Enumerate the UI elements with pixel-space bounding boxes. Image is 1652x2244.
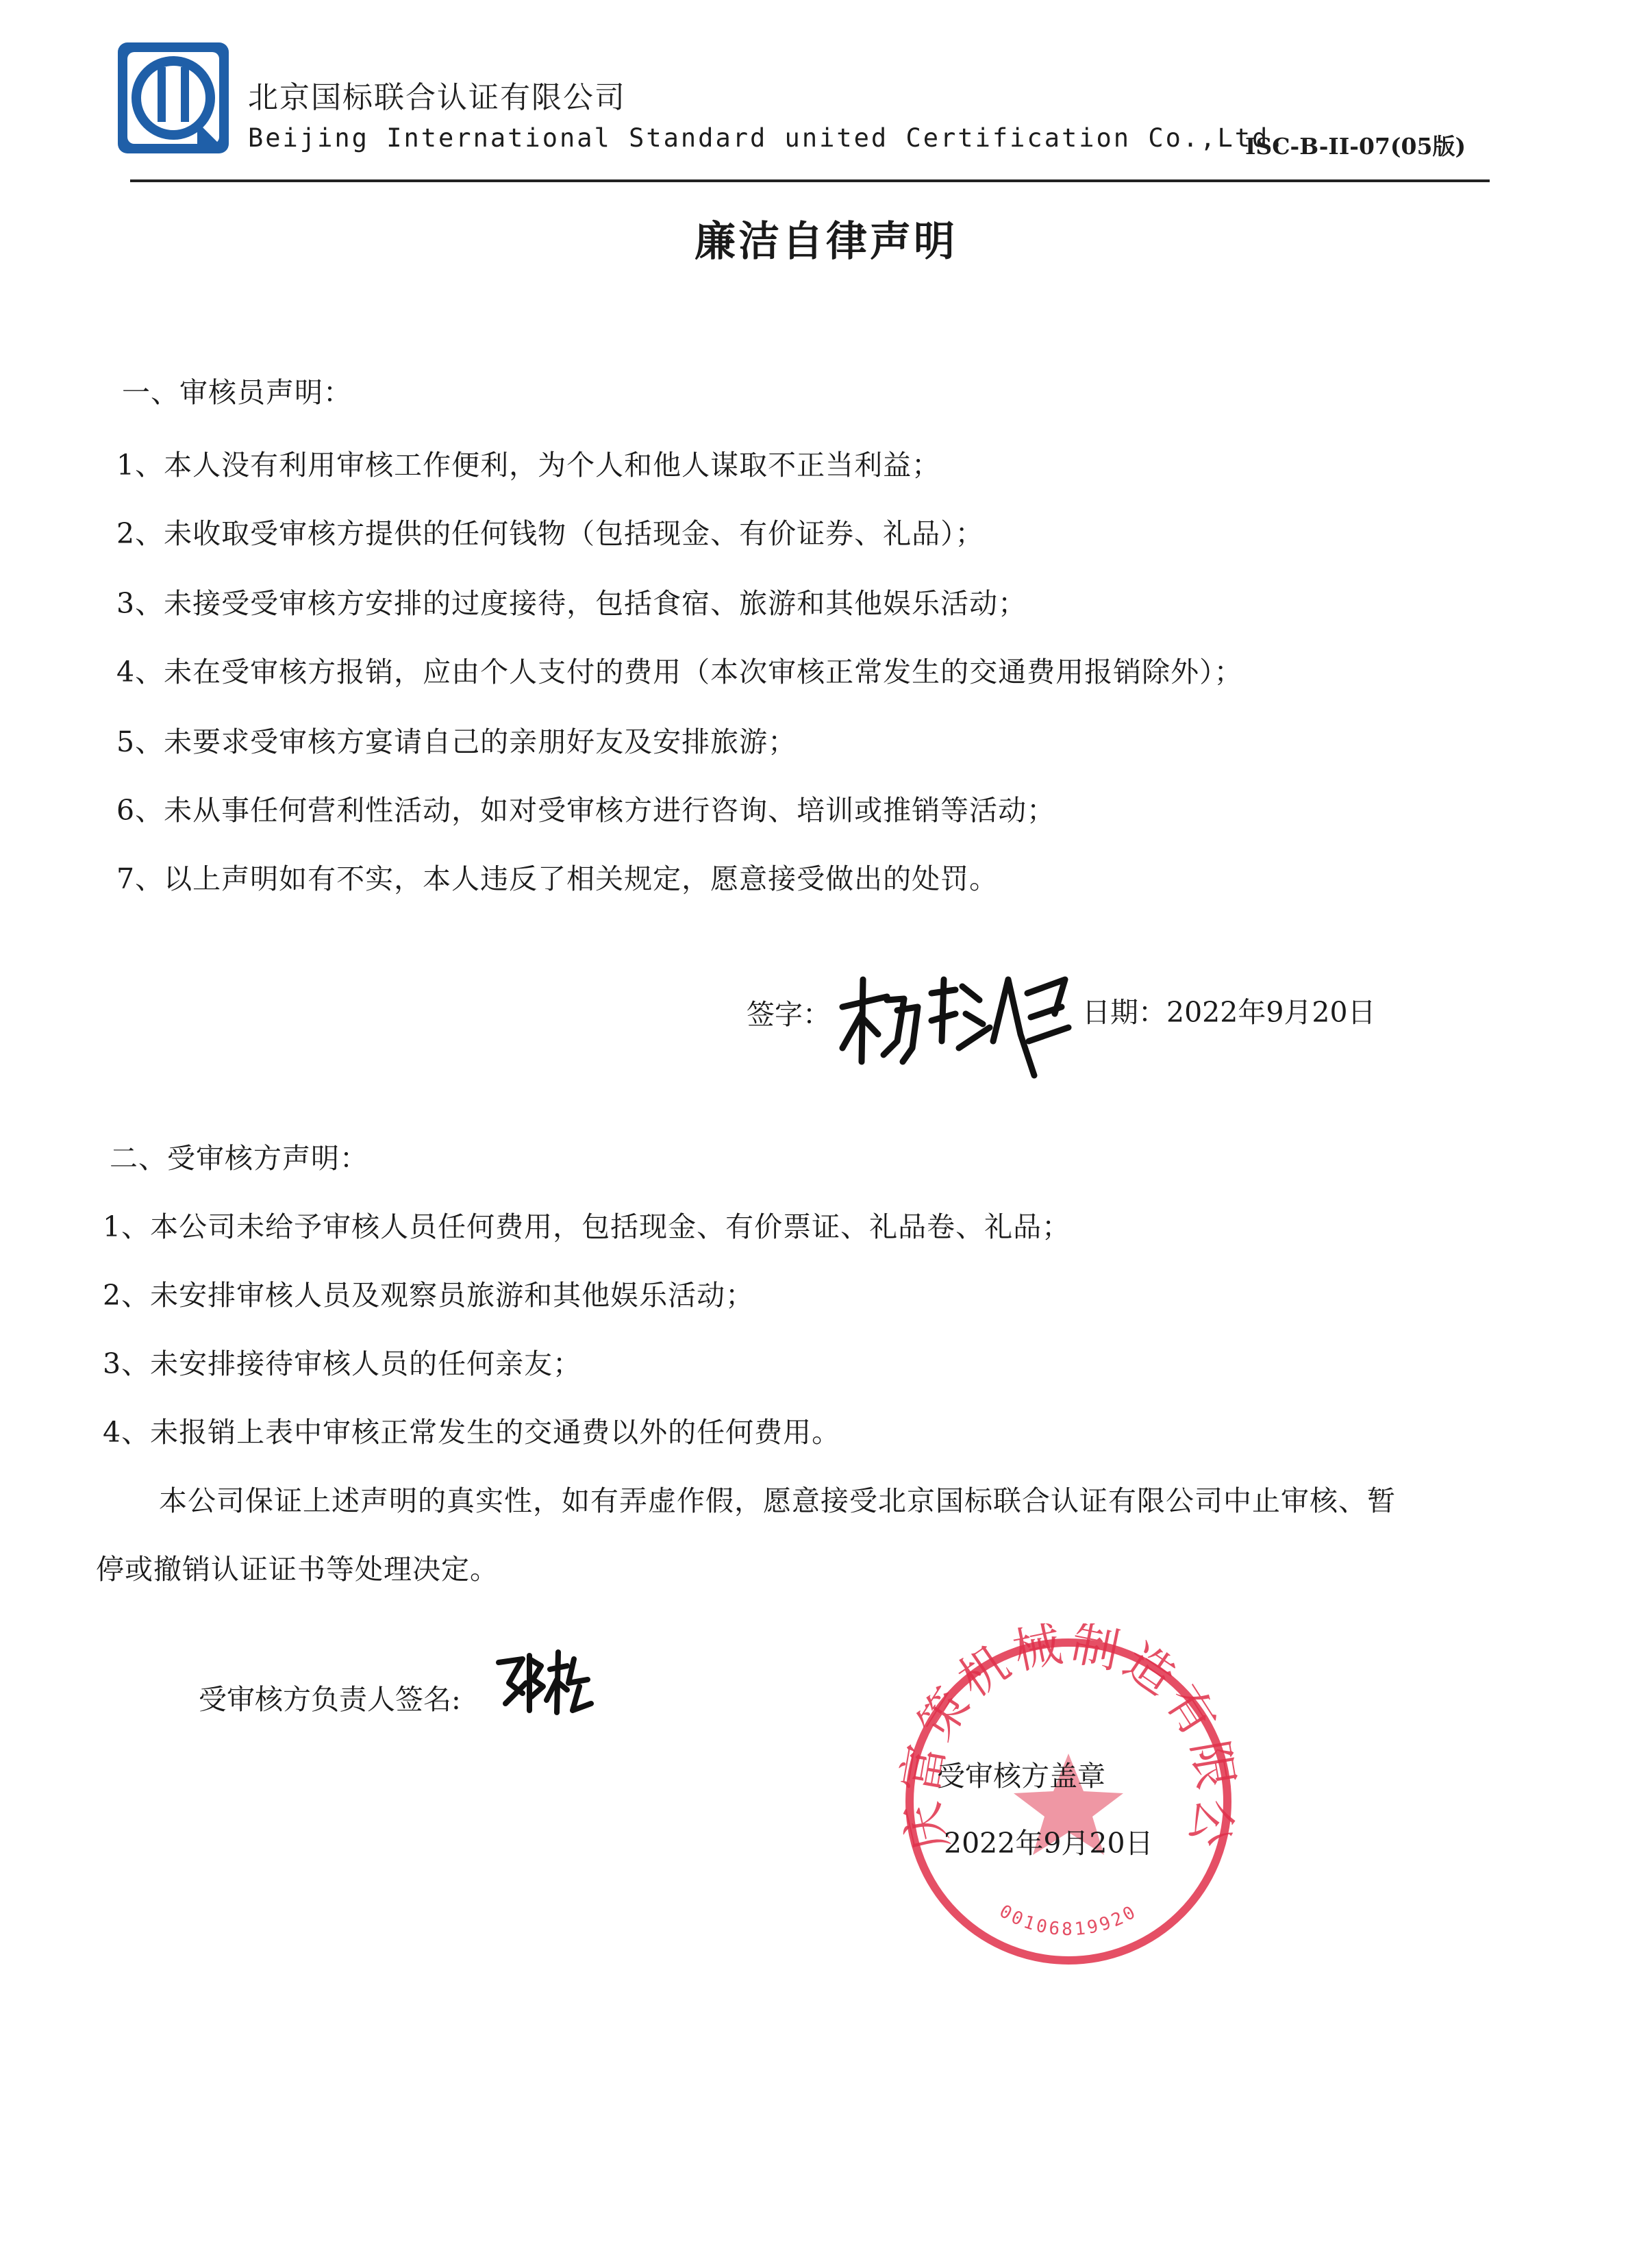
- responsible-signature-label: 受审核方负责人签名:: [199, 1683, 461, 1716]
- auditor-item-4: 4、未在受审核方报销，应由个人支付的费用（本次审核正常发生的交通费用报销除外）；: [116, 656, 1243, 688]
- company-name-en: Beijing International Standard united Certification Co.,Ltd.: [248, 123, 1287, 153]
- auditor-item-5: 5、未要求受审核方宴请自己的亲朋好友及安排旅游；: [116, 725, 797, 758]
- auditor-signature-label: 签字：: [747, 998, 831, 1031]
- auditor-item-1: 1、本人没有利用审核工作便利，为个人和他人谋取不正当利益；: [116, 449, 941, 482]
- auditee-item-2: 2、未安排审核人员及观察员旅游和其他娱乐活动；: [103, 1279, 755, 1312]
- auditee-section-heading: 二、受审核方声明：: [110, 1142, 368, 1175]
- auditee-item-1: 1、本公司未给予审核人员任何费用，包括现金、有价票证、礼品卷、礼品；: [103, 1210, 1071, 1243]
- auditor-item-7: 7、以上声明如有不实，本人违反了相关规定，愿意接受做出的处罚。: [116, 862, 999, 895]
- auditor-item-2: 2、未收取受审核方提供的任何钱物（包括现金、有价证券、礼品）；: [116, 517, 984, 550]
- document-title: 廉洁自律声明: [694, 218, 958, 266]
- auditee-item-4: 4、未报销上表中审核正常发生的交通费以外的任何费用。: [103, 1416, 841, 1449]
- auditor-signature-date: 日期：2022年9月20日: [1082, 996, 1376, 1029]
- company-name-cn: 北京国标联合认证有限公司: [248, 80, 626, 115]
- seal-label: 受审核方盖章: [937, 1760, 1105, 1793]
- guarantee-text-line2: 停或撤销认证证书等处理决定。: [96, 1553, 499, 1586]
- auditor-signature: [829, 959, 1075, 1082]
- guarantee-text-line1: 本公司保证上述声明的真实性，如有弄虚作假，愿意接受北京国标联合认证有限公司中止审核、暂: [159, 1484, 1396, 1517]
- company-logo: [115, 40, 231, 156]
- auditee-item-3: 3、未安排接待审核人员的任何亲友；: [103, 1347, 582, 1380]
- company-seal: [890, 1623, 1247, 1980]
- header-divider: [130, 179, 1490, 182]
- auditor-item-3: 3、未接受受审核方安排的过度接待，包括食宿、旅游和其他娱乐活动；: [116, 587, 1027, 620]
- responsible-signature: [492, 1645, 595, 1717]
- seal-company-text: 庆富策机械制造有限公: [892, 1623, 1245, 1857]
- document-number: ISC-B-II-07(05版): [1245, 133, 1466, 160]
- seal-code-text: 00106819920: [995, 1901, 1142, 1941]
- auditor-item-6: 6、未从事任何营利性活动，如对受审核方进行咨询、培训或推销等活动；: [116, 794, 1056, 827]
- auditor-section-heading: 一、审核员声明：: [122, 376, 352, 409]
- seal-date: 2022年9月20日: [944, 1827, 1153, 1860]
